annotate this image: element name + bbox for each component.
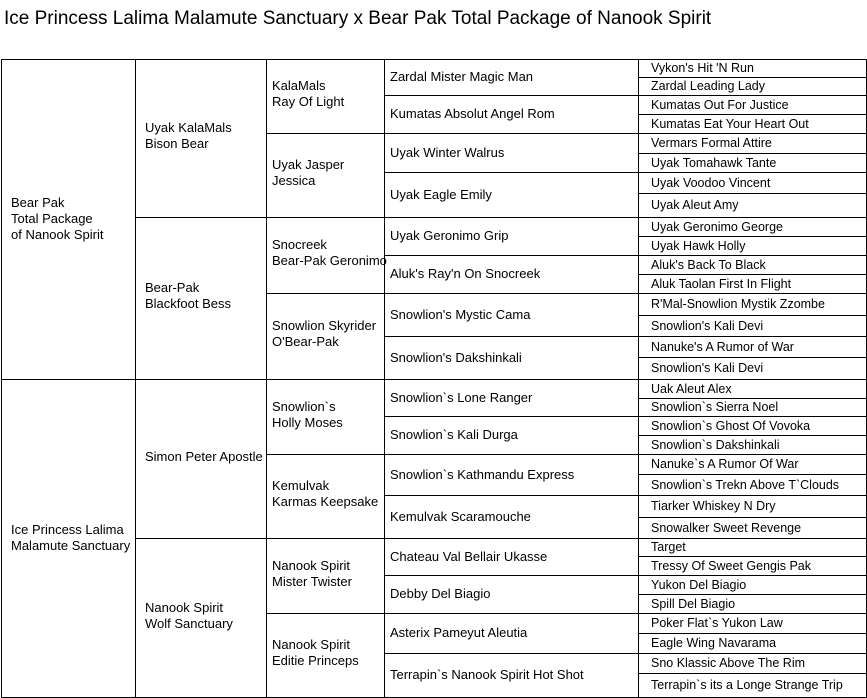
grid-line (638, 633, 867, 634)
pedigree-gen4-cell: Asterix Pameyut Aleutia (390, 625, 528, 640)
pedigree-gen4-cell: Uyak Eagle Emily (390, 187, 492, 202)
pedigree-gen4-cell: Zardal Mister Magic Man (390, 69, 534, 84)
pedigree-gen4-cell: Snowlion`s Lone Ranger (390, 390, 533, 405)
pedigree-gen5-cell: Terrapin`s its a Longe Strange Trip (651, 678, 843, 692)
grid-line (1, 59, 2, 697)
pedigree-gen5-cell: Snowlion`s Trekn Above T`Clouds (651, 478, 840, 492)
pedigree-gen3-cell: Snocreek Bear-Pak Geronimo (272, 237, 387, 268)
pedigree-gen5-cell: Snowlion's Kali Devi (651, 319, 764, 333)
pedigree-gen5-cell: Poker Flat`s Yukon Law (651, 616, 783, 630)
grid-line (638, 95, 867, 96)
grid-line (266, 59, 267, 697)
pedigree-gen5-cell: Uyak Voodoo Vincent (651, 176, 771, 190)
grid-line (638, 236, 867, 237)
grid-line (638, 556, 867, 557)
pedigree-gen1-cell: Ice Princess Lalima Malamute Sanctuary (11, 522, 131, 553)
grid-line (638, 59, 639, 697)
pedigree-gen3-cell: Nanook Spirit Mister Twister (272, 558, 352, 589)
grid-line (638, 172, 867, 173)
pedigree-gen4-cell: Debby Del Biagio (390, 586, 491, 601)
pedigree-gen5-cell: Aluk's Back To Black (651, 258, 766, 272)
grid-line (638, 255, 867, 256)
pedigree-gen5-cell: Kumatas Out For Justice (651, 98, 789, 112)
pedigree-gen5-cell: Tiarker Whiskey N Dry (651, 499, 776, 513)
pedigree-gen5-cell: Snowlion's Kali Devi (651, 361, 764, 375)
grid-line (1, 59, 867, 60)
grid-line (638, 274, 867, 275)
pedigree-gen5-cell: Uyak Aleut Amy (651, 198, 739, 212)
grid-line (638, 114, 867, 115)
pedigree-gen5-cell: Eagle Wing Navarama (651, 636, 777, 650)
pedigree-gen3-cell: Snowlion`s Holly Moses (272, 399, 343, 430)
pedigree-gen4-cell: Uyak Geronimo Grip (390, 228, 509, 243)
pedigree-gen5-cell: R'Mal-Snowlion Mystik Zzombe (651, 297, 825, 311)
grid-line (638, 193, 867, 194)
pedigree-gen3-cell: KalaMals Ray Of Light (272, 78, 345, 109)
grid-line (638, 293, 867, 294)
pedigree-gen4-cell: Kumatas Absolut Angel Rom (390, 106, 555, 121)
page-title: Ice Princess Lalima Malamute Sanctuary x Bear Pak Total Package of Nanook Spirit (4, 8, 712, 29)
grid-line (638, 474, 867, 475)
pedigree-gen5-cell: Nanuke`s A Rumor Of War (651, 457, 799, 471)
grid-line (638, 77, 867, 78)
pedigree-gen3-cell: Kemulvak Karmas Keepsake (272, 478, 379, 509)
pedigree-gen5-cell: Yukon Del Biagio (651, 578, 747, 592)
pedigree-gen5-cell: Snowlion`s Dakshinkali (651, 438, 780, 452)
pedigree-gen4-cell: Aluk's Ray'n On Snocreek (390, 266, 541, 281)
grid-line (384, 59, 385, 697)
grid-line (638, 538, 867, 539)
grid-line (638, 673, 867, 674)
pedigree-gen1-cell: Bear Pak Total Package of Nanook Spirit (11, 195, 104, 242)
pedigree-gen5-cell: Spill Del Biagio (651, 597, 736, 611)
grid-line (638, 357, 867, 358)
pedigree-gen5-cell: Uyak Hawk Holly (651, 239, 746, 253)
pedigree-gen5-cell: Zardal Leading Lady (651, 79, 765, 93)
grid-line (638, 517, 867, 518)
pedigree-gen5-cell: Vykon's Hit 'N Run (651, 61, 754, 75)
grid-line (638, 435, 867, 436)
pedigree-gen4-cell: Snowlion`s Kathmandu Express (390, 467, 575, 482)
grid-line (638, 653, 867, 654)
grid-line (638, 398, 867, 399)
pedigree-gen3-cell: Snowlion Skyrider O'Bear-Pak (272, 318, 377, 349)
pedigree-gen5-cell: Target (651, 540, 686, 554)
grid-line (638, 454, 867, 455)
pedigree-gen5-cell: Snowlion`s Ghost Of Vovoka (651, 419, 811, 433)
grid-line (638, 133, 867, 134)
pedigree-gen5-cell: Vermars Formal Attire (651, 136, 772, 150)
grid-line (638, 416, 867, 417)
grid-line (638, 217, 867, 218)
pedigree-gen5-cell: Uyak Tomahawk Tante (651, 156, 777, 170)
pedigree-gen4-cell: Snowlion's Dakshinkali (390, 350, 522, 365)
grid-line (638, 594, 867, 595)
pedigree-gen5-cell: Sno Klassic Above The Rim (651, 656, 806, 670)
grid-line (638, 336, 867, 337)
pedigree-gen5-cell: Snowlion`s Sierra Noel (651, 400, 779, 414)
pedigree-gen2-cell: Simon Peter Apostle (145, 449, 263, 464)
grid-line (638, 379, 867, 380)
pedigree-gen5-cell: Uak Aleut Alex (651, 382, 732, 396)
pedigree-gen4-cell: Terrapin`s Nanook Spirit Hot Shot (390, 667, 584, 682)
pedigree-gen4-cell: Snowlion`s Kali Durga (390, 427, 518, 442)
grid-line (638, 613, 867, 614)
pedigree-gen5-cell: Aluk Taolan First In Flight (651, 277, 792, 291)
grid-line (638, 495, 867, 496)
pedigree-gen4-cell: Chateau Val Bellair Ukasse (390, 549, 548, 564)
pedigree-gen5-cell: Tressy Of Sweet Gengis Pak (651, 559, 812, 573)
grid-line (638, 153, 867, 154)
pedigree-gen5-cell: Kumatas Eat Your Heart Out (651, 117, 809, 131)
pedigree-gen5-cell: Snowalker Sweet Revenge (651, 521, 802, 535)
pedigree-gen2-cell: Nanook Spirit Wolf Sanctuary (145, 600, 233, 631)
pedigree-gen3-cell: Nanook Spirit Editie Princeps (272, 637, 359, 668)
grid-line (135, 59, 136, 697)
pedigree-gen3-cell: Uyak Jasper Jessica (272, 157, 345, 188)
pedigree-gen4-cell: Kemulvak Scaramouche (390, 509, 531, 524)
pedigree-gen5-cell: Uyak Geronimo George (651, 220, 784, 234)
grid-line (638, 315, 867, 316)
pedigree-gen4-cell: Uyak Winter Walrus (390, 145, 505, 160)
pedigree-gen2-cell: Bear-Pak Blackfoot Bess (145, 280, 231, 311)
pedigree-gen2-cell: Uyak KalaMals Bison Bear (145, 120, 232, 151)
grid-line (638, 575, 867, 576)
pedigree-gen5-cell: Nanuke's A Rumor of War (651, 340, 794, 354)
pedigree-gen4-cell: Snowlion's Mystic Cama (390, 307, 531, 322)
